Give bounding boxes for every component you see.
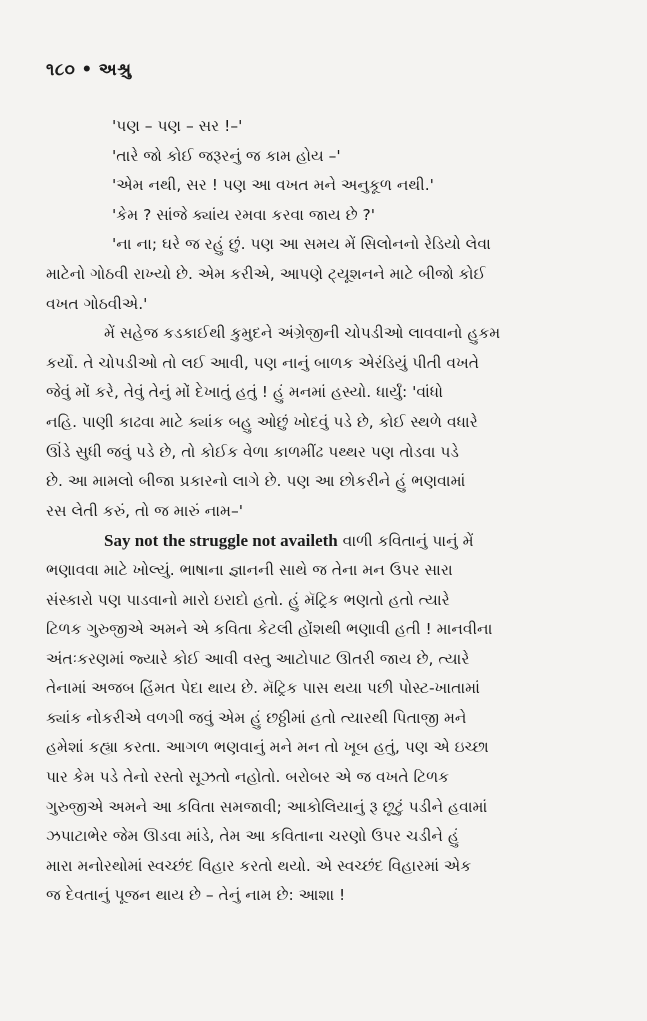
line-text: તેનામાં અજબ હિંમત પેદા થાય છે. મૅટ્રિક પાસ થયા પછી પોસ્ટ-ખાતામાં	[46, 679, 480, 698]
text-line	[46, 615, 602, 645]
line-text: સંસ્કારો પણ પાડવાનો મારો ઇરાદો હતો. હું મૅટ્રિક ભણતો હતો ત્યારે	[46, 590, 450, 609]
text-line	[46, 319, 602, 349]
text-line	[46, 260, 602, 290]
line-text: ગુરુજીએ અમને આ કવિતા સમજાવી; આકોલિયાનું રૂ છૂટું પડીને હવામાં	[46, 797, 488, 816]
line-text: 'કેમ ? સાંજે ક્યાંય રમવા કરવા જાય છે ?'	[112, 205, 376, 224]
text-line	[46, 230, 602, 260]
text-line	[46, 497, 602, 527]
text-line	[46, 556, 602, 586]
line-text: માટેનો ગોઠવી રાખ્યો છે. એમ કરીએ, આપણે ટ્યૂશનને માટે બીજો કોઈ	[46, 264, 486, 283]
text-line	[46, 704, 602, 734]
page-body-text	[46, 112, 602, 911]
line-text: છે. આ મામલો બીજા પ્રકારનો લાગે છે. પણ આ છોકરીને હું ભણવામાં	[46, 472, 466, 491]
line-text: મેં સહેજ કડકાઈથી કુમુદને અંગ્રેજીની ચોપડીઓ લાવવાનો હુકમ	[104, 324, 501, 343]
text-line	[46, 733, 602, 763]
text-line	[46, 526, 602, 556]
text-line	[46, 112, 602, 142]
page-number: ૧૮૦	[46, 60, 76, 80]
line-text: કર્યો. તે ચોપડીઓ તો લઈ આવી, પણ નાનું બાળક એરંડિયું પીતી વખતે	[46, 353, 480, 372]
text-line	[46, 763, 602, 793]
text-line	[46, 142, 602, 172]
text-line	[46, 171, 602, 201]
line-text: 'તારે જો કોઈ જરૂરનું જ કામ હોય –'	[112, 146, 341, 165]
line-text: હમેશાં કહ્યા કરતા. આગળ ભણવાનું મને મન તો ખૂબ હતું, પણ એ ઇચ્છા	[46, 738, 489, 757]
line-text: વખત ગોઠવીએ.'	[46, 294, 148, 313]
text-line	[46, 586, 602, 616]
text-line	[46, 645, 602, 675]
line-text: જ દેવતાનું પૂજન થાય છે – તેનું નામ છે: આશા !	[46, 886, 346, 905]
line-text: વાળી કવિતાનું પાનું મેં	[337, 532, 474, 551]
text-line	[46, 290, 602, 320]
text-line	[46, 822, 602, 852]
text-line	[46, 467, 602, 497]
line-text: 'પણ – પણ – સર !–'	[112, 117, 243, 135]
latin-title-text: Say not the struggle not availeth	[104, 531, 338, 551]
line-text: ક્યાંક નોકરીએ વળગી જવું એમ હું છઠ્ઠીમાં હતો ત્યારથી પિતાજી મને	[46, 708, 467, 727]
text-line	[46, 793, 602, 823]
line-text: ભણાવવા માટે ખોલ્યું. ભાષાના જ્ઞાનની સાથે જ તેના મન ઉપર સારા	[46, 560, 453, 579]
line-text: ટિળક ગુરુજીએ અમને એ કવિતા કેટલી હોંશથી ભણાવી હતી ! માનવીના	[46, 620, 493, 639]
text-line	[46, 674, 602, 704]
text-line	[46, 852, 602, 882]
line-text: રસ લેતી કરું, તો જ મારું નામ–'	[46, 501, 244, 520]
text-line	[46, 349, 602, 379]
line-text: જેવું મોં કરે, તેવું તેનું મોં દેખાતું હતું ! હું મનમાં હસ્યો. ધાર્યું: 'વાંધો	[46, 383, 443, 402]
line-text: 'એમ નથી, સર ! પણ આ વખત મને અનુકૂળ નથી.'	[112, 176, 434, 195]
line-text: ઊંડે સુધી જવું પડે છે, તો કોઈક વેળા કાળમીંઢ પથ્થર પણ તોડવા પડે	[46, 442, 459, 461]
line-text: પાર કેમ પડે તેનો રસ્તો સૂઝતો નહોતો. બરોબર એ જ વખતે ટિળક	[46, 768, 450, 787]
line-text: અંતઃકરણમાં જ્યારે કોઈ આવી વસ્તુ આટોપાટ ઊતરી જાય છે, ત્યારે	[46, 649, 470, 668]
line-text: ઝપાટાભેર જેમ ઊડવા માંડે, તેમ આ કવિતાના ચરણો ઉપર ચડીને હું	[46, 827, 459, 846]
page-header	[46, 60, 132, 80]
book-title: અશ્રુ	[98, 60, 132, 80]
header-separator: •	[81, 60, 93, 80]
text-line	[46, 378, 602, 408]
text-line	[46, 201, 602, 231]
line-text: નહિ. પાણી કાઢવા માટે ક્યાંક બહુ ઓછું ખોદવું પડે છે, કોઈ સ્થળે વધારે	[46, 412, 478, 431]
text-line	[46, 438, 602, 468]
line-text: મારા મનોરથોમાં સ્વચ્છંદ વિહાર કરતો થયો. એ સ્વચ્છંદ વિહારમાં એક	[46, 856, 472, 875]
line-text: 'ના ના; ઘરે જ રહું છું. પણ આ સમય મેં સિલોનનો રેડિયો લેવા	[112, 235, 491, 254]
text-line	[46, 408, 602, 438]
text-line	[46, 881, 602, 911]
